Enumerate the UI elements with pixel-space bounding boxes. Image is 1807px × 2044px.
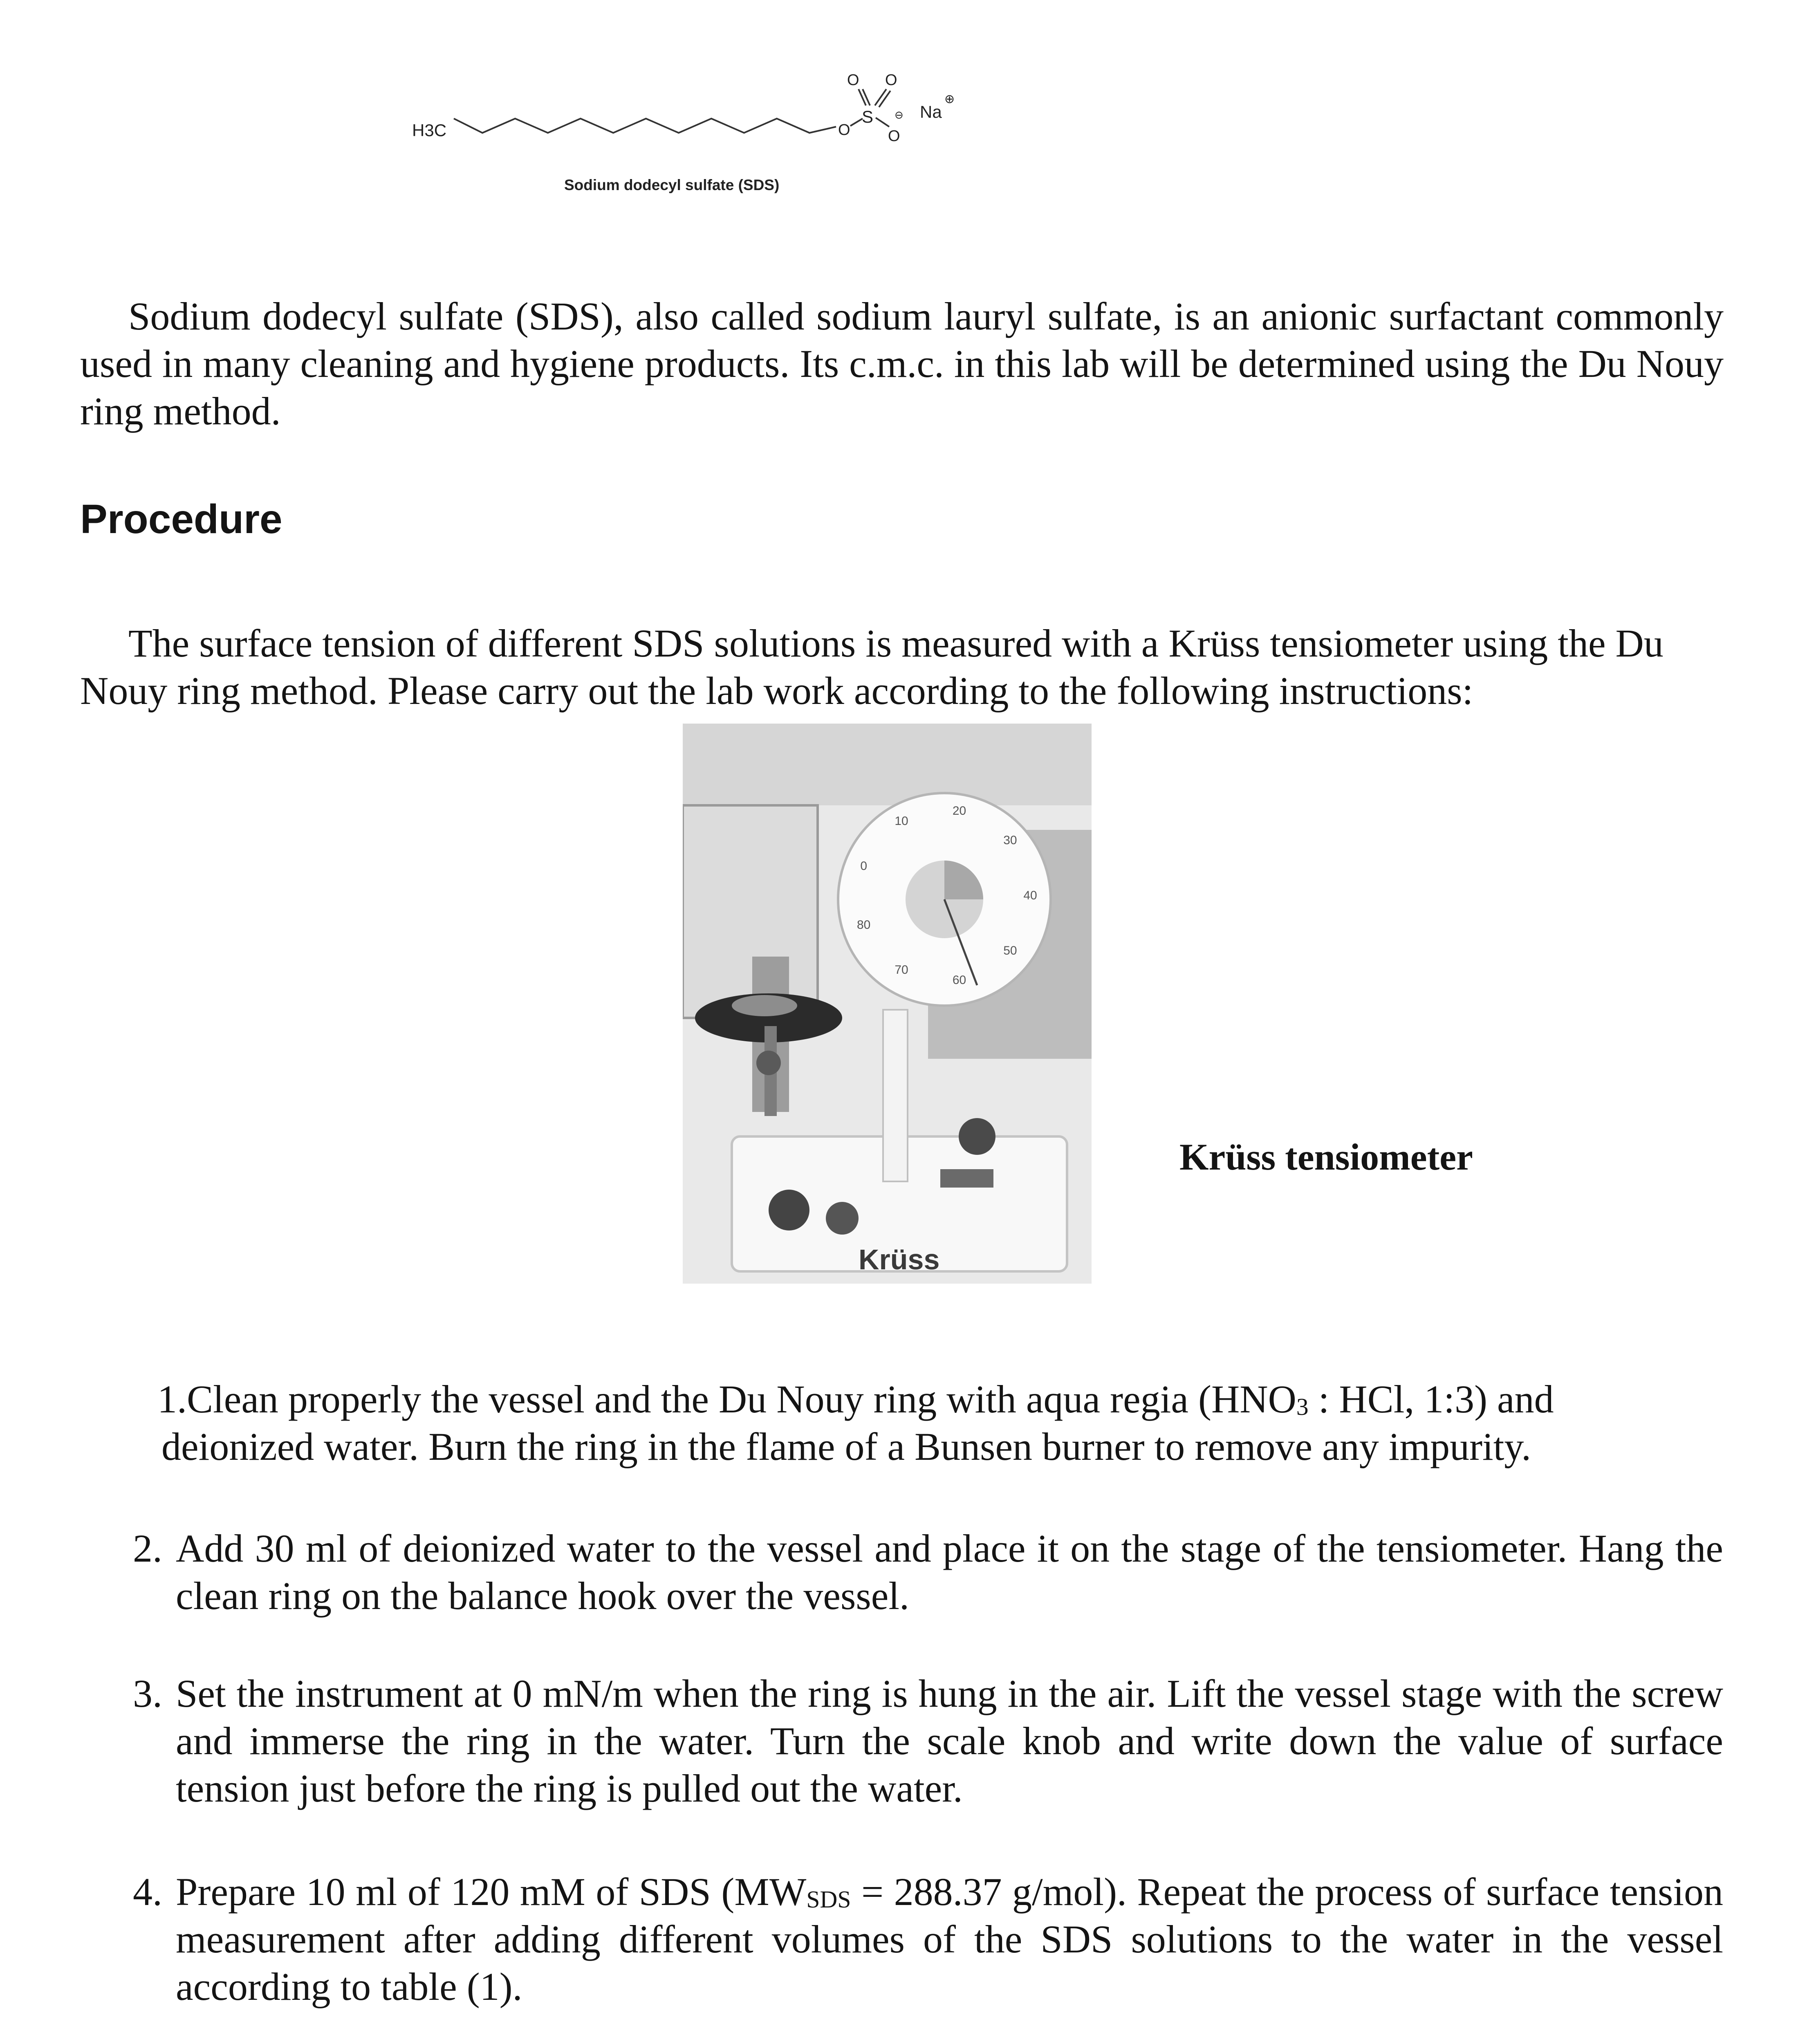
brand-plate [940, 1169, 993, 1188]
step-4-part2: = 288.37 g/mol). Repeat the process of surface tension measurement after adding different volumes of the SDS solutions to the water in the vessel according to table (1). [176, 1870, 1724, 2008]
methyl-label: H3C [412, 121, 447, 140]
intro-paragraph: Sodium dodecyl sulfate (SDS), also called sodium lauryl sulfate, is an anionic surfactant commonly used in many cleaning and hygiene products. Its c.m.c. in this lab will be determined using the Du Nouy ring method. [80, 294, 1724, 433]
level-bubble [826, 1202, 859, 1235]
dial-number: 70 [895, 963, 908, 977]
s-o-double-bond-2b [879, 91, 890, 107]
s-o-double-bond-2 [875, 89, 886, 105]
dial-number: 10 [895, 814, 908, 828]
ester-oxygen-label: O [838, 121, 850, 139]
instrument-column [883, 1010, 908, 1181]
sodium-label: Na [920, 102, 942, 121]
step-1-number: 1. [157, 1377, 187, 1421]
s-o-single-bond [876, 118, 889, 127]
photo-wall [683, 724, 1092, 805]
instrument-frame [683, 805, 818, 1018]
s-o-double-bond-1b [863, 89, 870, 105]
step-3 [133, 1670, 1723, 1812]
tensiometer-photo [683, 724, 1092, 1284]
step-2 [133, 1525, 1723, 1620]
dial-number: 80 [857, 918, 871, 932]
anion-oxygen-label: O [888, 128, 900, 145]
sodium-charge: ⊕ [944, 92, 955, 106]
top-oxygen-2-label: O [885, 72, 897, 89]
step-4-part1: Prepare 10 ml of 120 mM of SDS (MW [176, 1870, 807, 1914]
dial-number: 50 [1003, 944, 1017, 957]
procedure-intro-paragraph: The surface tension of different SDS solutions is measured with a Krüss tensiometer using the Du Nouy ring method. Please carry out the lab work according to the following instructions: [80, 621, 1664, 713]
leveling-knob-right [959, 1118, 995, 1155]
dial-number: 0 [860, 859, 868, 873]
step-4-number: 4. [133, 1870, 162, 1914]
sds-structure-diagram [392, 57, 1047, 213]
step-1 [133, 1376, 1723, 1470]
step-1-text [133, 1376, 1723, 1470]
step-1-part3: deionized water. Burn the ring in the flame of a Bunsen burner to remove any impurity. [161, 1425, 1531, 1468]
dial-number: 20 [952, 804, 966, 818]
structure-caption: Sodium dodecyl sulfate (SDS) [564, 177, 780, 193]
dial-number: 60 [952, 973, 966, 987]
procedure-heading: Procedure [80, 496, 282, 542]
anion-charge: ⊖ [895, 109, 904, 121]
sample-vessel [732, 995, 797, 1016]
step-1-part1: Clean properly the vessel and the Du Nouy ring with aqua regia (HNO [187, 1377, 1296, 1421]
sulfur-label: S [862, 107, 874, 126]
photo-caption: Krüss tensiometer [1179, 1136, 1473, 1178]
stage-knob [756, 1051, 781, 1075]
dial-number: 40 [1023, 889, 1037, 902]
top-oxygen-1-label: O [847, 72, 859, 89]
step-1-subscript: 3 [1296, 1393, 1309, 1420]
alkyl-chain [454, 119, 836, 133]
step-4-subscript: SDS [806, 1886, 851, 1913]
step-1-part2: : HCl, 1:3) and [1308, 1377, 1554, 1421]
step-4-text [133, 1868, 1723, 2010]
s-o-double-bond-1 [859, 89, 866, 105]
step-3-number: 3. [133, 1672, 162, 1715]
dial-number: 30 [1003, 834, 1017, 847]
step-4 [133, 1868, 1723, 2010]
leveling-knob-left [769, 1190, 809, 1230]
step-2-text: Add 30 ml of deionized water to the vessel and place it on the stage of the tensiometer. Hang the clean ring on the balance hook over the vessel. [176, 1526, 1723, 1618]
brand-label: Krüss [859, 1244, 940, 1275]
step-3-text: Set the instrument at 0 mN/m when the ring is hung in the air. Lift the vessel stage with the screw and immerse the ring in the water. Turn the scale knob and write down the value of surface tension just before the ring is pulled out the water. [176, 1672, 1723, 1810]
step-2-number: 2. [133, 1526, 162, 1570]
o-s-bond [850, 119, 863, 126]
